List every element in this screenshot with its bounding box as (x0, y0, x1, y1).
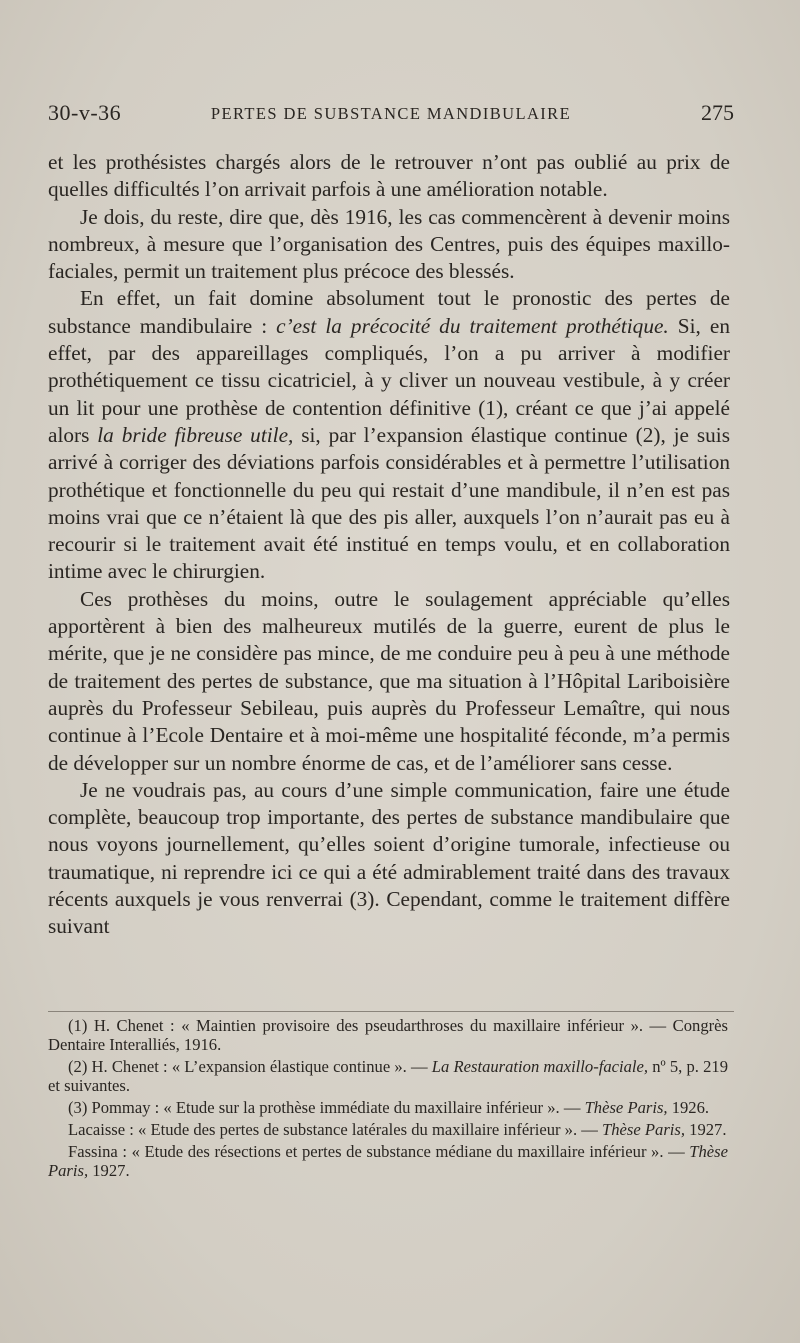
text-run: En effet, un fait domine absolument tout le pronostic des pertes de substance mandibulaire : (48, 286, 730, 338)
paragraph (48, 777, 730, 941)
paragraph (48, 149, 730, 204)
text-run: 1926. (667, 1098, 710, 1117)
paragraph (48, 204, 730, 286)
text-run: et les prothésistes chargés alors de le retrouver n’ont pas oublié au prix de quelles difficultés l’on arrivait parfois à une amélioration notable. (48, 150, 730, 202)
text-run: 1927. (685, 1120, 727, 1139)
paragraph (48, 285, 730, 585)
header-title: PERTES DE SUBSTANCE MANDIBULAIRE (210, 104, 572, 123)
header-date: 30-v-36 (48, 100, 122, 125)
footnote (48, 1057, 728, 1095)
italic-text: Thèse Paris, (602, 1120, 685, 1139)
italic-text: La Restauration maxillo-faciale, (431, 1057, 649, 1076)
footnote (48, 1120, 728, 1139)
running-header (48, 100, 734, 130)
text-run: (1) H. Chenet : « Maintien provisoire des pseudarthroses du maxillaire inférieur ». — Congrès Dentaire Interalliés, 1916. (48, 1016, 728, 1054)
footnotes (48, 1016, 728, 1183)
text-run: Lacaisse : « Etude des pertes de substance latérales du maxillaire inférieur ». — (68, 1120, 603, 1139)
italic-text: Thèse Paris, (584, 1098, 668, 1117)
page-number: 275 (701, 100, 734, 125)
text-run: Je dois, du reste, dire que, dès 1916, les cas commencèrent à devenir moins nombreux, à mesure que l’organisation des Centres, puis des équipes maxillo-faciales, permit un traitement plus précoce des blessés. (48, 204, 730, 284)
footnote (48, 1142, 728, 1180)
text-run: nº 5, p. 219 et suivantes. (48, 1057, 728, 1095)
italic-text: c’est la précocité du traitement prothétique. (276, 313, 669, 338)
footnote (48, 1016, 728, 1054)
paragraph (48, 586, 730, 777)
text-run: si, par l’expansion élastique continue (2), je suis arrivé à corriger des déviations parfois considérables et à permettre l’utilisation prothétique et fonctionnelle du peu qui restait d’une mandibule, il n’en est pas moins vrai que ce n’étaient là que des pis aller, auxquels l’on n’aurait pas eu à recourir si le traitement avait été institué en temps voulu, et en collaboration intime avec le chirurgien. (48, 422, 730, 584)
text-run: Je ne voudrais pas, au cours d’une simple communication, faire une étude complète, beaucoup trop importante, des pertes de substance mandibulaire que nous voyons journellement, qu’elles soient d’origine tumorale, infectieuse ou traumatique, ni reprendre ici ce qui a été admirablement traité dans des travaux récents auxquels je vous renverrai (3). Cependant, comme le traitement diffère suivant (48, 777, 730, 939)
footnote (48, 1098, 728, 1117)
text-run: 1927. (88, 1161, 130, 1180)
italic-text: la bride fibreuse utile, (97, 422, 294, 447)
text-run: Ces prothèses du moins, outre le soulagement appréciable qu’elles apportèrent à bien des malheureux mutilés de la guerre, eurent de plus le mérite, que je ne considère pas mince, de me conduire peu à peu à une méthode de traitement des pertes de substance, que ma situation à l’Hôpital Lariboisière auprès du Professeur Sebileau, puis auprès du Professeur Lemaître, qui nous continue à l’Ecole Dentaire et à moi-même une hospitalité féconde, m’a permis de développer sur un nombre énorme de cas, et de l’améliorer sans cesse. (48, 586, 730, 775)
text-run: Fassina : « Etude des résections et pertes de substance médiane du maxillaire inférieur ». — (68, 1142, 690, 1161)
footnote-divider (48, 1011, 734, 1012)
body-text (48, 149, 730, 941)
text-run: (3) Pommay : « Etude sur la prothèse immédiate du maxillaire inférieur ». — (68, 1098, 585, 1117)
text-run: (2) H. Chenet : « L’expansion élastique continue ». — (68, 1057, 432, 1076)
text-run: Si, en effet, par des appareillages compliqués, l’on a pu arriver à modifier prothétiquement ce tissu cicatriciel, à y cliver un nouveau vestibule, à y créer un lit pour une prothèse de contention définitive (1), créant ce que j’ai appelé alors (48, 313, 730, 447)
italic-text: Thèse Paris, (48, 1142, 728, 1180)
